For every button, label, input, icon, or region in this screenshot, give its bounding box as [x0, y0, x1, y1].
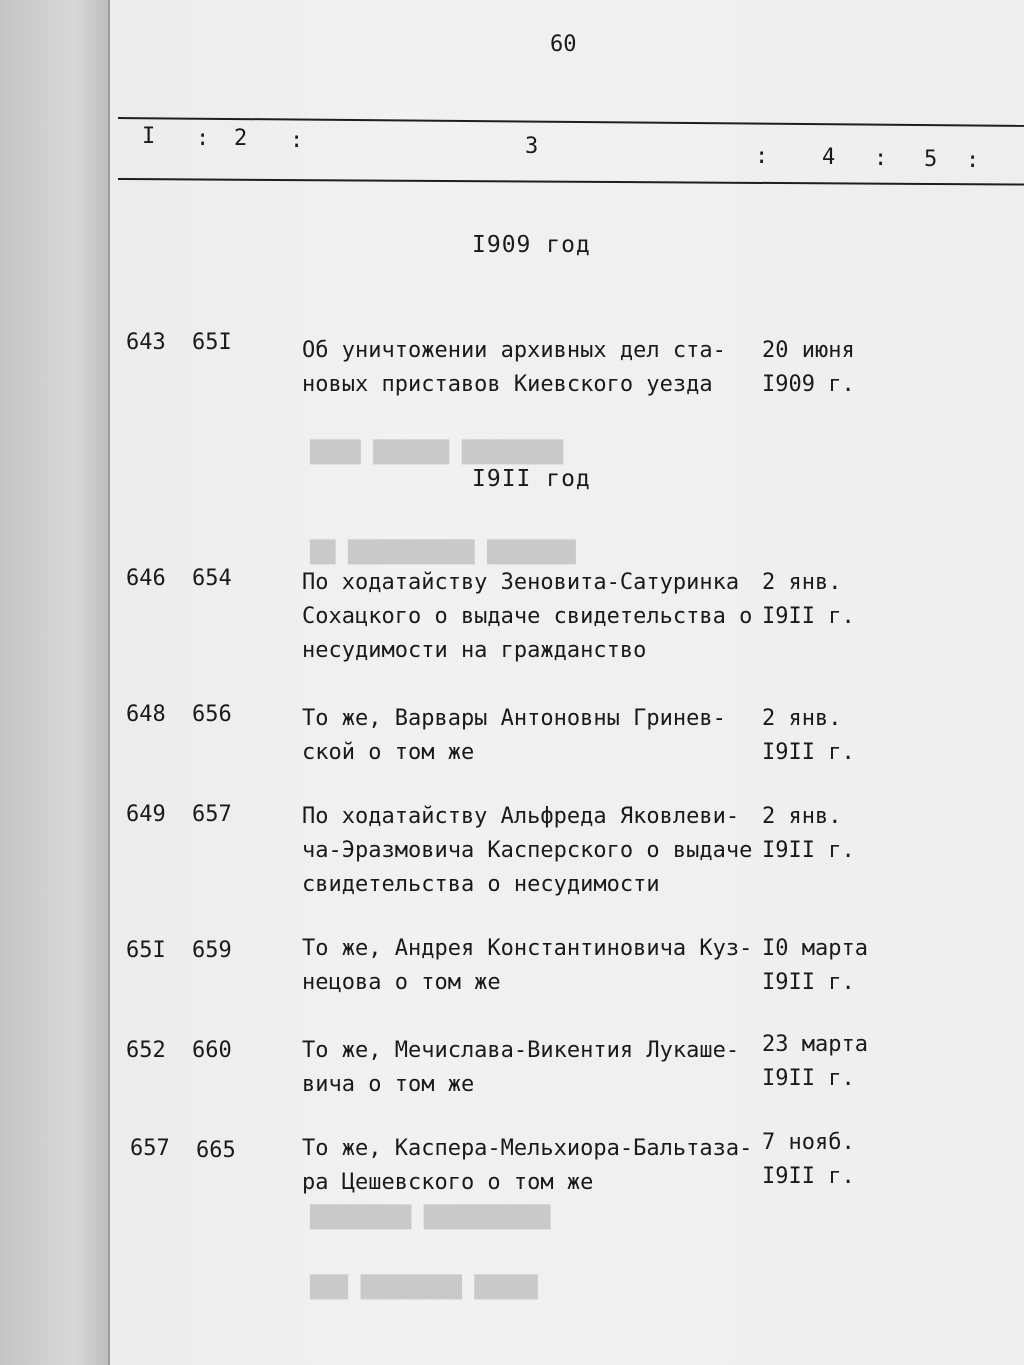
entry-number: 649: [126, 802, 166, 827]
entry-file-number: 656: [192, 702, 232, 727]
entry-file-number: 65I: [192, 330, 232, 355]
entry-file-number: 659: [192, 938, 232, 963]
entry-description-line: ра Цешевского о том же: [302, 1170, 594, 1195]
entry-number: 65I: [126, 938, 166, 963]
column-separator: :: [290, 128, 304, 153]
column-separator: :: [966, 148, 980, 173]
year-heading: I909 год: [472, 232, 591, 258]
entry-year: I9II г.: [762, 1066, 855, 1091]
entry-description-line: вича о том же: [302, 1072, 475, 1097]
entry-year: I9II г.: [762, 970, 855, 995]
column-separator: :: [196, 126, 210, 151]
entry-description-line: нецова о том же: [302, 970, 501, 995]
entry-year: I9II г.: [762, 838, 855, 863]
column-header: 5: [924, 147, 938, 172]
bleed-through-text: ████ ██████ ████████: [310, 440, 563, 464]
header-rule-top: [118, 117, 1024, 127]
entry-date: 2 янв.: [762, 804, 842, 829]
entry-description-line: По ходатайству Альфреда Яковлеви-: [302, 804, 740, 829]
entry-number: 646: [126, 566, 166, 591]
column-header: 2: [234, 126, 248, 151]
bleed-through-text: ██ ██████████ ███████: [310, 540, 576, 564]
entry-year: I9II г.: [762, 604, 855, 629]
entry-number: 652: [126, 1038, 166, 1063]
entry-description-line: То же, Варвары Антоновны Гринев-: [302, 706, 726, 731]
entry-file-number: 657: [192, 802, 232, 827]
entry-file-number: 654: [192, 566, 232, 591]
entry-date: 2 янв.: [762, 706, 842, 731]
entry-description-line: По ходатайству Зеновита-Сатуринка: [302, 570, 740, 595]
header-rule-bottom: [118, 178, 1024, 186]
entry-year: I909 г.: [762, 372, 855, 397]
entry-description-line: свидетельства о несудимости: [302, 872, 660, 897]
entry-year: I9II г.: [762, 1164, 855, 1189]
entry-date: I0 марта: [762, 936, 868, 961]
entry-description-line: ча-Эразмовича Касперского о выдаче: [302, 838, 753, 863]
column-separator: :: [755, 144, 769, 169]
entry-file-number: 660: [192, 1038, 232, 1063]
entry-number: 657: [130, 1136, 170, 1161]
year-heading: I9II год: [472, 466, 591, 492]
column-header: I: [142, 124, 156, 149]
entry-file-number: 665: [196, 1138, 236, 1163]
page-number: 60: [550, 32, 577, 57]
entry-number: 648: [126, 702, 166, 727]
entry-description-line: То же, Андрея Константиновича Куз-: [302, 936, 753, 961]
column-separator: :: [874, 146, 888, 171]
bleed-through-text: ███ ████████ █████: [310, 1275, 538, 1299]
facing-page-edge: [0, 0, 110, 1365]
entry-description-line: То же, Каспера-Мельхиора-Бальтаза-: [302, 1136, 753, 1161]
entry-description-line: ской о том же: [302, 740, 475, 765]
entry-date: 2 янв.: [762, 570, 842, 595]
entry-description-line: несудимости на гражданство: [302, 638, 647, 663]
document-page: [110, 0, 1024, 1365]
entry-description-line: новых приставов Киевского уезда: [302, 372, 713, 397]
column-header: 3: [525, 134, 539, 159]
entry-date: 20 июня: [762, 338, 855, 363]
entry-year: I9II г.: [762, 740, 855, 765]
entry-date: 7 нояб.: [762, 1130, 855, 1155]
entry-description-line: То же, Мечислава-Викентия Лукаше-: [302, 1038, 740, 1063]
entry-description-line: Сохацкого о выдаче свидетельства о: [302, 604, 753, 629]
entry-date: 23 марта: [762, 1032, 868, 1057]
bleed-through-text: ████████ ██████████: [310, 1205, 551, 1229]
entry-description-line: Об уничтожении архивных дел ста-: [302, 338, 726, 363]
entry-number: 643: [126, 330, 166, 355]
column-header: 4: [822, 145, 836, 170]
